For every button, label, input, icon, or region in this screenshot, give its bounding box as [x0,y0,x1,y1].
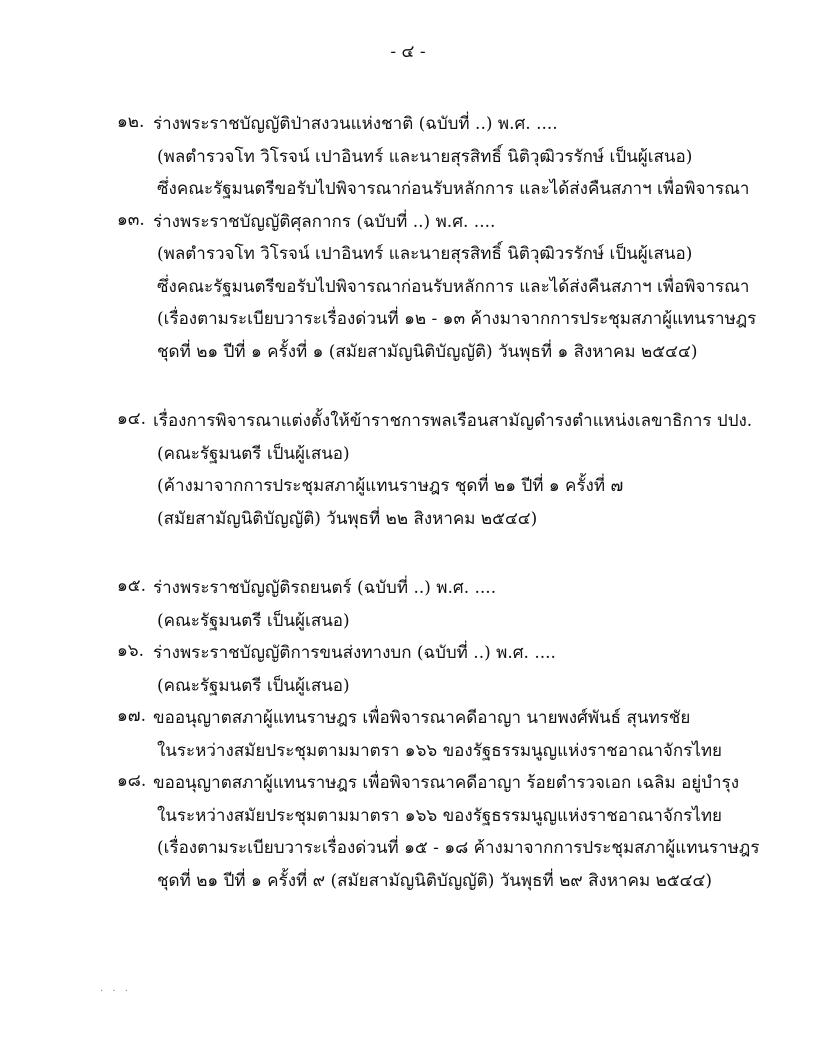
agenda-item-detail: ชุดที่ ๒๑ ปีที่ ๑ ครั้งที่ ๑ (สมัยสามัญนิติบัญญัติ) วันพุธที่ ๑ สิงหาคม ๒๕๔๔) [157,341,698,362]
agenda-item-title: ขออนุญาตสภาผู้แทนราษฎร เพื่อพิจารณาคดีอาญา นายพงศ์พันธ์ สุนทรชัย [153,708,691,728]
agenda-item-detail: ชุดที่ ๒๑ ปีที่ ๑ ครั้งที่ ๙ (สมัยสามัญนิติบัญญัติ) วันพุธที่ ๒๙ สิงหาคม ๒๕๔๔) [157,870,713,891]
agenda-item-detail: ในระหว่างสมัยประชุมตามมาตรา ๑๖๖ ของรัฐธรรมนูญแห่งราชอาณาจักรไทย [157,740,723,761]
agenda-item-detail: (เรื่องตามระเบียบวาระเรื่องด่วนที่ ๑๕ - ๑๘ ค้างมาจากการประชุมสภาผู้แทนราษฎร [157,838,760,858]
page-number: - ๔ - [390,42,426,62]
agenda-item-number: ๑๕. [117,576,147,596]
agenda-item-number: ๑๖. [117,641,144,661]
agenda-item-detail: (ค้างมาจากการประชุมสภาผู้แทนราษฎร ชุดที่ ๒๑ ปีที่ ๑ ครั้งที่ ๗ [157,476,624,496]
agenda-item-detail: (เรื่องตามระเบียบวาระเรื่องด่วนที่ ๑๒ - ๑๓ ค้างมาจากการประชุมสภาผู้แทนราษฎร [157,309,757,329]
agenda-item [0,637,816,702]
agenda-item [0,702,816,767]
agenda-item-detail: ซึ่งคณะรัฐมนตรีขอรับไปพิจารณาก่อนรับหลักการ และได้ส่งคืนสภาฯ เพื่อพิจารณา [157,276,750,297]
agenda-item-detail: (คณะรัฐมนตรี เป็นผู้เสนอ) [157,610,350,631]
agenda-item-number: ๑๗. [117,706,146,726]
section-gap [0,368,816,405]
agenda-item-number: ๑๔. [117,409,147,429]
scan-speck: · · · [100,986,131,997]
agenda-item-title: ขออนุญาตสภาผู้แทนราษฎร เพื่อพิจารณาคดีอาญา ร้อยตำรวจเอก เฉลิม อยู่บำรุง [153,773,740,793]
agenda-item-detail: (คณะรัฐมนตรี เป็นผู้เสนอ) [157,675,350,696]
agenda-item-title: ร่างพระราชบัญญัติศุลกากร (ฉบับที่ ..) พ.ศ. .... [153,211,496,232]
agenda-item-number: ๑๘. [117,771,147,791]
agenda-item [0,108,816,206]
section-gap [0,535,816,572]
agenda-item-detail: ซึ่งคณะรัฐมนตรีขอรับไปพิจารณาก่อนรับหลักการ และได้ส่งคืนสภาฯ เพื่อพิจารณา [157,179,750,199]
agenda-item-detail: (สมัยสามัญนิติบัญญัติ) วันพุธที่ ๒๒ สิงหาคม ๒๕๔๔) [157,508,538,529]
agenda-item-title: ร่างพระราชบัญญัติรถยนตร์ (ฉบับที่ ..) พ.ศ. .... [153,578,497,598]
agenda-item-detail: (คณะรัฐมนตรี เป็นผู้เสนอ) [157,443,350,464]
agenda-item-number: ๑๒. [117,112,145,132]
agenda-item-number: ๑๓. [117,209,145,230]
agenda-item-title: เรื่องการพิจารณาแต่งตั้งให้ข้าราชการพลเรือนสามัญดำรงตำแหน่งเลขาธิการ ปปง. [153,411,753,431]
agenda-list [0,108,816,897]
agenda-item-detail: (พลตำรวจโท วิโรจน์ เปาอินทร์ และนายสุรสิทธิ์ นิติวุฒิวรรักษ์ เป็นผู้เสนอ) [157,146,693,167]
agenda-item [0,572,816,637]
agenda-item-title: ร่างพระราชบัญญัติป่าสงวนแห่งชาติ (ฉบับที่ ..) พ.ศ. .... [153,114,558,134]
agenda-item-title: ร่างพระราชบัญญัติการขนส่งทางบก (ฉบับที่ ..) พ.ศ. .... [153,643,556,663]
agenda-item [0,206,816,369]
agenda-item-detail: ในระหว่างสมัยประชุมตามมาตรา ๑๖๖ ของรัฐธรรมนูญแห่งราชอาณาจักรไทย [157,805,723,826]
agenda-item [0,405,816,535]
agenda-item [0,767,816,897]
agenda-item-detail: (พลตำรวจโท วิโรจน์ เปาอินทร์ และนายสุรสิทธิ์ นิติวุฒิวรรักษ์ เป็นผู้เสนอ) [157,244,693,264]
